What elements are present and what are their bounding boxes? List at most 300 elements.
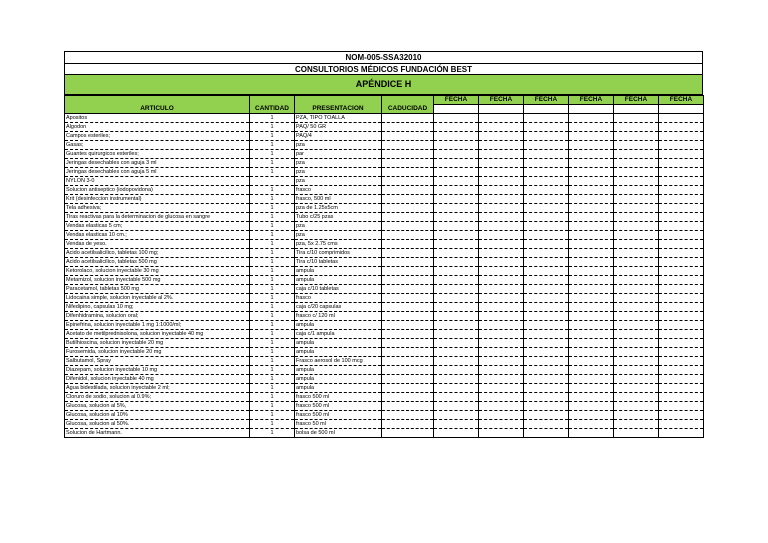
fecha-cell bbox=[614, 429, 659, 438]
fecha-cell bbox=[659, 384, 704, 393]
table-row bbox=[65, 294, 704, 303]
fecha-cell bbox=[479, 357, 524, 366]
fecha-cell bbox=[569, 159, 614, 168]
presentacion-cell: frasco bbox=[295, 294, 382, 303]
table-row bbox=[65, 339, 704, 348]
fecha-cell bbox=[614, 321, 659, 330]
caducidad-cell bbox=[382, 303, 434, 312]
fecha-cell bbox=[659, 114, 704, 123]
caducidad-cell bbox=[382, 411, 434, 420]
articulo-cell: Campos esteriles; bbox=[65, 132, 250, 141]
fecha-cell bbox=[524, 231, 569, 240]
presentacion-cell: ampula bbox=[295, 267, 382, 276]
fecha-cell bbox=[524, 249, 569, 258]
articulo-cell: Nifedipino, capsulas 10 mg; bbox=[65, 303, 250, 312]
fecha-cell bbox=[434, 294, 479, 303]
fecha-cell bbox=[614, 375, 659, 384]
fecha-cell bbox=[524, 123, 569, 132]
cantidad-cell: 1 bbox=[250, 222, 295, 231]
fecha-cell bbox=[434, 384, 479, 393]
articulo-cell: Vendas elasticas 5 cm; bbox=[65, 222, 250, 231]
fecha-cell bbox=[479, 114, 524, 123]
fecha-cell bbox=[524, 321, 569, 330]
table-row bbox=[65, 150, 704, 159]
caducidad-cell bbox=[382, 375, 434, 384]
col-header-presentacion: PRESENTACIÓN bbox=[295, 105, 382, 114]
fecha-cell bbox=[569, 132, 614, 141]
fecha-cell bbox=[434, 366, 479, 375]
presentacion-cell: bolsa de 500 ml bbox=[295, 429, 382, 438]
caducidad-cell bbox=[382, 312, 434, 321]
caducidad-cell bbox=[382, 321, 434, 330]
fecha-cell bbox=[569, 312, 614, 321]
cantidad-cell: 1 bbox=[250, 141, 295, 150]
articulo-cell: Agua bidestilada, solucion inyectable 2 ml; bbox=[65, 384, 250, 393]
fecha-cell bbox=[614, 132, 659, 141]
cantidad-cell: 1 bbox=[250, 267, 295, 276]
fecha-cell bbox=[614, 177, 659, 186]
fecha-cell bbox=[479, 348, 524, 357]
fecha-cell bbox=[569, 429, 614, 438]
table-row bbox=[65, 348, 704, 357]
fecha-cell bbox=[614, 303, 659, 312]
fecha-cell bbox=[524, 276, 569, 285]
fecha-cell bbox=[434, 303, 479, 312]
caducidad-cell bbox=[382, 150, 434, 159]
presentacion-cell: pza de 1.25x5cm bbox=[295, 204, 382, 213]
fecha-cell bbox=[524, 429, 569, 438]
articulo-cell: Cloruro de sodio, solucion al 0.9%; bbox=[65, 393, 250, 402]
fecha-cell bbox=[434, 177, 479, 186]
cantidad-cell: 1 bbox=[250, 366, 295, 375]
cantidad-cell: 1 bbox=[250, 195, 295, 204]
cantidad-cell: 1 bbox=[250, 168, 295, 177]
fecha-cell bbox=[659, 159, 704, 168]
cantidad-cell: 1 bbox=[250, 429, 295, 438]
fecha-cell bbox=[524, 150, 569, 159]
fecha-cell bbox=[614, 330, 659, 339]
fecha-cell bbox=[479, 249, 524, 258]
fecha-cell bbox=[479, 123, 524, 132]
fecha-cell bbox=[659, 339, 704, 348]
fecha-cell bbox=[659, 231, 704, 240]
fecha-cell bbox=[479, 429, 524, 438]
presentacion-cell: pza bbox=[295, 141, 382, 150]
fecha-cell bbox=[479, 285, 524, 294]
fecha-cell bbox=[614, 420, 659, 429]
cantidad-cell bbox=[250, 177, 295, 186]
fecha-cell bbox=[659, 357, 704, 366]
table-row bbox=[65, 402, 704, 411]
fecha-cell bbox=[479, 411, 524, 420]
cantidad-cell: 1 bbox=[250, 339, 295, 348]
fecha-cell bbox=[614, 114, 659, 123]
fecha-cell bbox=[614, 276, 659, 285]
caducidad-cell bbox=[382, 258, 434, 267]
table-row bbox=[65, 141, 704, 150]
table-row bbox=[65, 240, 704, 249]
fecha-cell bbox=[659, 330, 704, 339]
caducidad-cell bbox=[382, 267, 434, 276]
fecha-cell bbox=[479, 168, 524, 177]
caducidad-cell bbox=[382, 159, 434, 168]
articulo-cell: Furosemida, solucion inyectable 20 mg bbox=[65, 348, 250, 357]
fecha-cell bbox=[434, 231, 479, 240]
caducidad-cell bbox=[382, 420, 434, 429]
articulo-cell: Acido acetilsalicilico, tabletas 500 mg bbox=[65, 258, 250, 267]
table-row bbox=[65, 312, 704, 321]
cantidad-cell: 1 bbox=[250, 213, 295, 222]
fecha-cell bbox=[434, 267, 479, 276]
inventory-table bbox=[64, 95, 704, 438]
fecha-cell bbox=[479, 312, 524, 321]
articulo-cell: Jeringas desechables con aguja 3 ml bbox=[65, 159, 250, 168]
fecha-cell bbox=[524, 240, 569, 249]
fecha-cell bbox=[434, 159, 479, 168]
articulo-cell: NYLON 3-0 bbox=[65, 177, 250, 186]
presentacion-cell: frasco 500 ml bbox=[295, 402, 382, 411]
fecha-cell bbox=[614, 222, 659, 231]
fecha-cell bbox=[524, 204, 569, 213]
presentacion-cell: Tira c/10 tabletas bbox=[295, 258, 382, 267]
caducidad-cell bbox=[382, 114, 434, 123]
fecha-cell bbox=[659, 366, 704, 375]
cantidad-cell: 1 bbox=[250, 258, 295, 267]
col-header-fecha: FECHA bbox=[614, 96, 659, 105]
cantidad-cell: 1 bbox=[250, 420, 295, 429]
fecha-cell bbox=[569, 150, 614, 159]
appendix-title: APÉNDICE H bbox=[64, 75, 703, 95]
articulo-cell: Solucion antiseptico (iodopovidona) bbox=[65, 186, 250, 195]
articulo-cell: Metamizol, solucion inyectable 500 mg bbox=[65, 276, 250, 285]
fecha-cell bbox=[569, 258, 614, 267]
caducidad-cell bbox=[382, 222, 434, 231]
fecha-cell bbox=[524, 186, 569, 195]
fecha-cell bbox=[434, 420, 479, 429]
fecha-cell bbox=[479, 321, 524, 330]
presentacion-cell: caja c/10 tabletas bbox=[295, 285, 382, 294]
caducidad-cell bbox=[382, 276, 434, 285]
fecha-cell bbox=[479, 339, 524, 348]
articulo-cell: Krit (desinfeccion instrumental) bbox=[65, 195, 250, 204]
caducidad-cell bbox=[382, 384, 434, 393]
cantidad-cell: 1 bbox=[250, 375, 295, 384]
fecha-cell bbox=[569, 204, 614, 213]
table-row bbox=[65, 132, 704, 141]
fecha-cell bbox=[479, 294, 524, 303]
fecha-cell bbox=[524, 267, 569, 276]
fecha-cell bbox=[614, 141, 659, 150]
articulo-cell: Jeringas desechables con aguja 5 ml bbox=[65, 168, 250, 177]
fecha-cell bbox=[569, 249, 614, 258]
fecha-cell bbox=[434, 249, 479, 258]
col-header-fecha: FECHA bbox=[524, 96, 569, 105]
fecha-cell bbox=[614, 312, 659, 321]
articulo-cell: Algodon bbox=[65, 123, 250, 132]
cantidad-cell: 1 bbox=[250, 231, 295, 240]
fecha-cell bbox=[479, 132, 524, 141]
presentacion-cell: pza bbox=[295, 222, 382, 231]
fecha-cell bbox=[434, 204, 479, 213]
table-row bbox=[65, 249, 704, 258]
cantidad-cell: 1 bbox=[250, 321, 295, 330]
fecha-cell bbox=[524, 258, 569, 267]
fecha-cell bbox=[659, 168, 704, 177]
fecha-cell bbox=[524, 339, 569, 348]
col-header-cantidad: CANTIDAD bbox=[250, 105, 295, 114]
fecha-cell bbox=[524, 348, 569, 357]
fecha-cell bbox=[659, 213, 704, 222]
fecha-cell bbox=[614, 285, 659, 294]
fecha-cell bbox=[434, 402, 479, 411]
presentacion-cell: ampula bbox=[295, 375, 382, 384]
articulo-cell: Tela adhesiva; bbox=[65, 204, 250, 213]
articulo-cell: Acido acetilsalicilico, tabletas 100 mg; bbox=[65, 249, 250, 258]
fecha-cell bbox=[659, 195, 704, 204]
articulo-cell: Glucosa, solucion al 10% bbox=[65, 411, 250, 420]
fecha-cell bbox=[524, 294, 569, 303]
articulo-cell: Vendas de yeso. bbox=[65, 240, 250, 249]
fecha-cell bbox=[479, 330, 524, 339]
fecha-cell bbox=[659, 204, 704, 213]
fecha-cell bbox=[434, 258, 479, 267]
col-header-fecha: FECHA bbox=[569, 96, 614, 105]
table-row bbox=[65, 429, 704, 438]
fecha-cell bbox=[614, 384, 659, 393]
col-header-fecha: FECHA bbox=[659, 96, 704, 105]
caducidad-cell bbox=[382, 123, 434, 132]
fecha-cell bbox=[524, 420, 569, 429]
fecha-cell bbox=[569, 168, 614, 177]
norm-code: NOM-005-SSA32010 bbox=[64, 51, 703, 63]
articulo-cell: Ketorolaco, solucion inyectable 30 mg bbox=[65, 267, 250, 276]
fecha-cell bbox=[479, 384, 524, 393]
fecha-cell bbox=[659, 123, 704, 132]
fecha-cell bbox=[524, 159, 569, 168]
fecha-cell bbox=[659, 375, 704, 384]
fecha-cell bbox=[479, 267, 524, 276]
fecha-cell bbox=[569, 222, 614, 231]
fecha-cell bbox=[434, 168, 479, 177]
articulo-cell: Acetato de metilprednisolona, solucion inyectable 40 mg bbox=[65, 330, 250, 339]
cantidad-cell: 1 bbox=[250, 312, 295, 321]
presentacion-cell: pza bbox=[295, 231, 382, 240]
fecha-cell bbox=[569, 339, 614, 348]
presentacion-cell: pza bbox=[295, 159, 382, 168]
fecha-cell bbox=[569, 366, 614, 375]
fecha-cell bbox=[569, 186, 614, 195]
fecha-cell bbox=[569, 384, 614, 393]
fecha-cell bbox=[434, 348, 479, 357]
fecha-cell bbox=[659, 258, 704, 267]
fecha-cell bbox=[434, 429, 479, 438]
fecha-cell bbox=[569, 321, 614, 330]
fecha-cell bbox=[434, 357, 479, 366]
articulo-cell: Epinefrina, solucion inyectable 1 mg 1:1000/ml; bbox=[65, 321, 250, 330]
articulo-cell: Vendas elasticas 10 cm.; bbox=[65, 231, 250, 240]
table-row bbox=[65, 195, 704, 204]
caducidad-cell bbox=[382, 240, 434, 249]
table-row bbox=[65, 267, 704, 276]
fecha-cell bbox=[524, 411, 569, 420]
fecha-cell bbox=[434, 339, 479, 348]
caducidad-cell bbox=[382, 348, 434, 357]
fecha-cell bbox=[569, 141, 614, 150]
fecha-cell bbox=[659, 222, 704, 231]
fecha-cell bbox=[524, 393, 569, 402]
cantidad-cell: 1 bbox=[250, 240, 295, 249]
cantidad-cell: 1 bbox=[250, 204, 295, 213]
articulo-cell: Paracetamol, tabletas 500 mg bbox=[65, 285, 250, 294]
cantidad-cell: 1 bbox=[250, 159, 295, 168]
presentacion-cell: ampula bbox=[295, 276, 382, 285]
caducidad-cell bbox=[382, 177, 434, 186]
fecha-cell bbox=[569, 420, 614, 429]
fecha-cell bbox=[614, 249, 659, 258]
fecha-cell bbox=[434, 240, 479, 249]
fecha-cell bbox=[569, 402, 614, 411]
fecha-cell bbox=[524, 213, 569, 222]
fecha-cell bbox=[434, 222, 479, 231]
caducidad-cell bbox=[382, 168, 434, 177]
presentacion-cell: par bbox=[295, 150, 382, 159]
fecha-cell bbox=[614, 258, 659, 267]
table-row bbox=[65, 231, 704, 240]
presentacion-cell: Frasco aerosol de 100 mcg bbox=[295, 357, 382, 366]
table-row bbox=[65, 366, 704, 375]
caducidad-cell bbox=[382, 393, 434, 402]
cantidad-cell: 1 bbox=[250, 249, 295, 258]
cantidad-cell: 1 bbox=[250, 285, 295, 294]
presentacion-cell: pza bbox=[295, 168, 382, 177]
presentacion-cell: PAQ/ 50 GR bbox=[295, 123, 382, 132]
fecha-cell bbox=[479, 402, 524, 411]
table-row bbox=[65, 303, 704, 312]
fecha-cell bbox=[659, 294, 704, 303]
presentacion-cell: Tubo c/25 pzas bbox=[295, 213, 382, 222]
articulo-cell: Diazepam, solucion inyectable 10 mg bbox=[65, 366, 250, 375]
col-header-articulo: ARTÍCULO bbox=[65, 105, 250, 114]
cantidad-cell: 1 bbox=[250, 348, 295, 357]
fecha-cell bbox=[659, 312, 704, 321]
table-row bbox=[65, 168, 704, 177]
table-row bbox=[65, 285, 704, 294]
fecha-cell bbox=[524, 114, 569, 123]
fecha-cell bbox=[434, 411, 479, 420]
fecha-cell bbox=[569, 240, 614, 249]
fecha-cell bbox=[434, 321, 479, 330]
fecha-cell bbox=[434, 114, 479, 123]
fecha-cell bbox=[479, 258, 524, 267]
table-row bbox=[65, 159, 704, 168]
fecha-cell bbox=[524, 285, 569, 294]
fecha-cell bbox=[614, 339, 659, 348]
presentacion-cell: ampula bbox=[295, 339, 382, 348]
fecha-cell bbox=[524, 195, 569, 204]
presentacion-cell: frasco bbox=[295, 186, 382, 195]
fecha-cell bbox=[614, 150, 659, 159]
fecha-cell bbox=[479, 303, 524, 312]
table-row bbox=[65, 393, 704, 402]
presentacion-cell: frasco 50 ml bbox=[295, 420, 382, 429]
cantidad-cell: 1 bbox=[250, 294, 295, 303]
caducidad-cell bbox=[382, 339, 434, 348]
fecha-cell bbox=[524, 303, 569, 312]
cantidad-cell: 1 bbox=[250, 393, 295, 402]
fecha-cell bbox=[614, 213, 659, 222]
cantidad-cell: 1 bbox=[250, 150, 295, 159]
articulo-cell: Gasas; bbox=[65, 141, 250, 150]
cantidad-cell: 1 bbox=[250, 186, 295, 195]
fecha-cell bbox=[614, 357, 659, 366]
fecha-cell bbox=[479, 195, 524, 204]
fecha-cell bbox=[659, 276, 704, 285]
fecha-cell bbox=[524, 375, 569, 384]
fecha-cell bbox=[659, 285, 704, 294]
fecha-cell bbox=[524, 384, 569, 393]
caducidad-cell bbox=[382, 294, 434, 303]
fecha-cell bbox=[614, 366, 659, 375]
fecha-cell bbox=[569, 231, 614, 240]
col-header-caducidad: CADUCIDAD bbox=[382, 105, 434, 114]
fecha-cell bbox=[479, 186, 524, 195]
caducidad-cell bbox=[382, 141, 434, 150]
articulo-cell: Solucion de Hartmann. bbox=[65, 429, 250, 438]
cantidad-cell: 1 bbox=[250, 303, 295, 312]
cantidad-cell: 1 bbox=[250, 114, 295, 123]
presentacion-cell: ampula bbox=[295, 384, 382, 393]
presentacion-cell: frasco, 500 ml bbox=[295, 195, 382, 204]
table-row bbox=[65, 411, 704, 420]
fecha-cell bbox=[569, 195, 614, 204]
fecha-cell bbox=[614, 204, 659, 213]
cantidad-cell: 1 bbox=[250, 357, 295, 366]
fecha-cell bbox=[524, 168, 569, 177]
fecha-cell bbox=[479, 231, 524, 240]
articulo-cell: Apositos bbox=[65, 114, 250, 123]
cantidad-cell: 1 bbox=[250, 384, 295, 393]
fecha-cell bbox=[569, 348, 614, 357]
caducidad-cell bbox=[382, 186, 434, 195]
fecha-cell bbox=[434, 141, 479, 150]
fecha-cell bbox=[614, 411, 659, 420]
presentacion-cell: pza, 5x 2.75 cms bbox=[295, 240, 382, 249]
col-header-fecha: FECHA bbox=[479, 96, 524, 105]
table-row bbox=[65, 177, 704, 186]
caducidad-cell bbox=[382, 231, 434, 240]
fecha-cell bbox=[569, 357, 614, 366]
fecha-cell bbox=[479, 393, 524, 402]
fecha-cell bbox=[614, 402, 659, 411]
fecha-cell bbox=[524, 402, 569, 411]
articulo-cell: Glucosa, solucion al 5%, bbox=[65, 402, 250, 411]
fecha-cell bbox=[569, 123, 614, 132]
fecha-cell bbox=[659, 132, 704, 141]
caducidad-cell bbox=[382, 429, 434, 438]
fecha-cell bbox=[614, 159, 659, 168]
caducidad-cell bbox=[382, 330, 434, 339]
fecha-cell bbox=[434, 132, 479, 141]
fecha-cell bbox=[569, 276, 614, 285]
cantidad-cell: 1 bbox=[250, 402, 295, 411]
fecha-cell bbox=[479, 150, 524, 159]
fecha-cell bbox=[659, 186, 704, 195]
fecha-cell bbox=[569, 303, 614, 312]
fecha-cell bbox=[434, 312, 479, 321]
fecha-cell bbox=[479, 240, 524, 249]
presentacion-cell: pza bbox=[295, 177, 382, 186]
fecha-cell bbox=[659, 348, 704, 357]
